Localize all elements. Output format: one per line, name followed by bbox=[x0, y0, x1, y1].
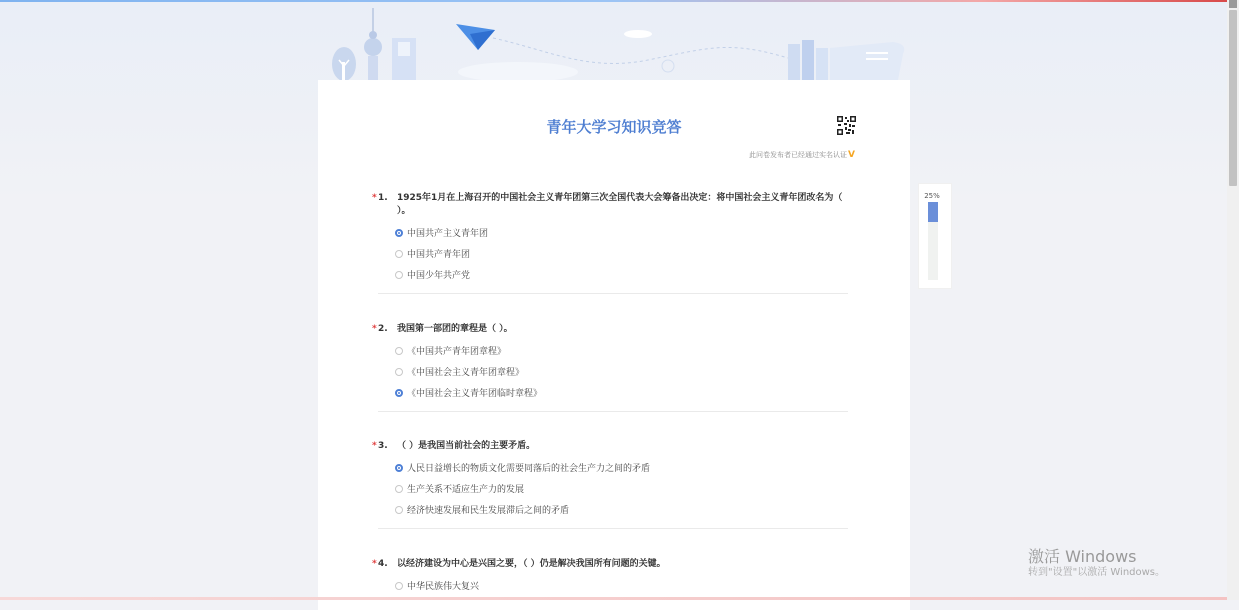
radio-button[interactable] bbox=[395, 485, 403, 493]
radio-button-selected[interactable] bbox=[395, 464, 403, 472]
radio-button[interactable] bbox=[395, 347, 403, 355]
question-text: 以经济建设为中心是兴国之要，（ ）仍是解决我国所有问题的关键。 bbox=[397, 559, 666, 569]
progress-widget bbox=[918, 183, 952, 289]
verification-text: 此问卷发布者已经通过实名认证 bbox=[749, 151, 848, 159]
option-item[interactable] bbox=[372, 264, 848, 285]
survey-title: 青年大学习知识竞答 bbox=[546, 118, 682, 136]
radio-button-selected[interactable] bbox=[395, 229, 403, 237]
paper-plane-icon bbox=[456, 24, 495, 50]
option-item[interactable] bbox=[372, 340, 848, 361]
question-number: 2. bbox=[378, 324, 388, 334]
progress-label: 25% bbox=[924, 192, 940, 200]
option-item[interactable] bbox=[372, 478, 848, 499]
question-title bbox=[372, 440, 848, 453]
verified-v-icon: V bbox=[848, 150, 855, 160]
option-item[interactable] bbox=[372, 361, 848, 382]
question-divider bbox=[378, 411, 848, 412]
watermark-title: 激活 Windows bbox=[1028, 547, 1137, 566]
question-divider bbox=[378, 293, 848, 294]
vertical-scrollbar[interactable] bbox=[1227, 0, 1239, 600]
survey-card bbox=[318, 80, 910, 610]
option-label: 中国共产主义青年团 bbox=[407, 229, 489, 239]
question-number: 4. bbox=[378, 559, 388, 569]
windows-activation-watermark bbox=[1028, 548, 1165, 580]
option-label: 生产关系不适应生产力的发展 bbox=[407, 485, 525, 495]
question-title bbox=[372, 558, 848, 571]
question-text: 1925年1月在上海召开的中国社会主义青年团第三次全国代表大会筹备出决定：将中国社会主义青年团改名为（ ）。 bbox=[397, 193, 843, 216]
question-divider bbox=[378, 528, 848, 529]
radio-button[interactable] bbox=[395, 368, 403, 376]
option-label: 中华民族伟大复兴 bbox=[407, 582, 480, 592]
progress-track bbox=[928, 202, 938, 280]
question-text: （ ）是我国当前社会的主要矛盾。 bbox=[397, 441, 536, 451]
required-mark: * bbox=[372, 441, 377, 451]
city-skyline-illustration bbox=[332, 8, 416, 81]
radio-button[interactable] bbox=[395, 271, 403, 279]
qr-code-icon[interactable] bbox=[837, 116, 856, 135]
option-item[interactable] bbox=[372, 457, 848, 478]
question-3 bbox=[372, 440, 848, 529]
radio-button[interactable] bbox=[395, 582, 403, 590]
question-number: 3. bbox=[378, 441, 388, 451]
option-item[interactable] bbox=[372, 382, 848, 403]
option-label: 人民日益增长的物质文化需要同落后的社会生产力之间的矛盾 bbox=[407, 464, 651, 474]
option-item[interactable] bbox=[372, 243, 848, 264]
option-label: 《中国社会主义青年团临时章程》 bbox=[407, 389, 543, 399]
question-text: 我国第一部团的章程是（ ）。 bbox=[397, 324, 513, 334]
header-illustration bbox=[318, 0, 910, 82]
option-item[interactable] bbox=[372, 499, 848, 520]
question-title bbox=[372, 323, 848, 336]
required-mark: * bbox=[372, 324, 377, 334]
question-1 bbox=[372, 192, 848, 294]
radio-button-selected[interactable] bbox=[395, 389, 403, 397]
option-label: 经济快速发展和民生发展滞后之间的矛盾 bbox=[407, 506, 570, 516]
books-illustration bbox=[788, 40, 904, 80]
watermark-subtitle: 转到"设置"以激活 Windows。 bbox=[1028, 567, 1166, 578]
radio-button[interactable] bbox=[395, 250, 403, 258]
question-2 bbox=[372, 323, 848, 412]
option-label: 中国少年共产党 bbox=[407, 271, 471, 281]
question-number: 1. bbox=[378, 193, 388, 203]
verification-note bbox=[749, 150, 855, 160]
required-mark: * bbox=[372, 193, 377, 203]
option-item[interactable] bbox=[372, 575, 848, 596]
radio-button[interactable] bbox=[395, 506, 403, 514]
option-label: 《中国共产青年团章程》 bbox=[407, 347, 507, 357]
scroll-up-arrow-icon[interactable] bbox=[1229, 0, 1237, 8]
question-4 bbox=[372, 558, 848, 596]
progress-fill bbox=[928, 202, 938, 222]
option-label: 《中国社会主义青年团章程》 bbox=[407, 368, 525, 378]
option-item[interactable] bbox=[372, 222, 848, 243]
question-title bbox=[372, 192, 848, 218]
scroll-thumb[interactable] bbox=[1229, 10, 1237, 186]
option-label: 中国共产青年团 bbox=[407, 250, 471, 260]
required-mark: * bbox=[372, 559, 377, 569]
